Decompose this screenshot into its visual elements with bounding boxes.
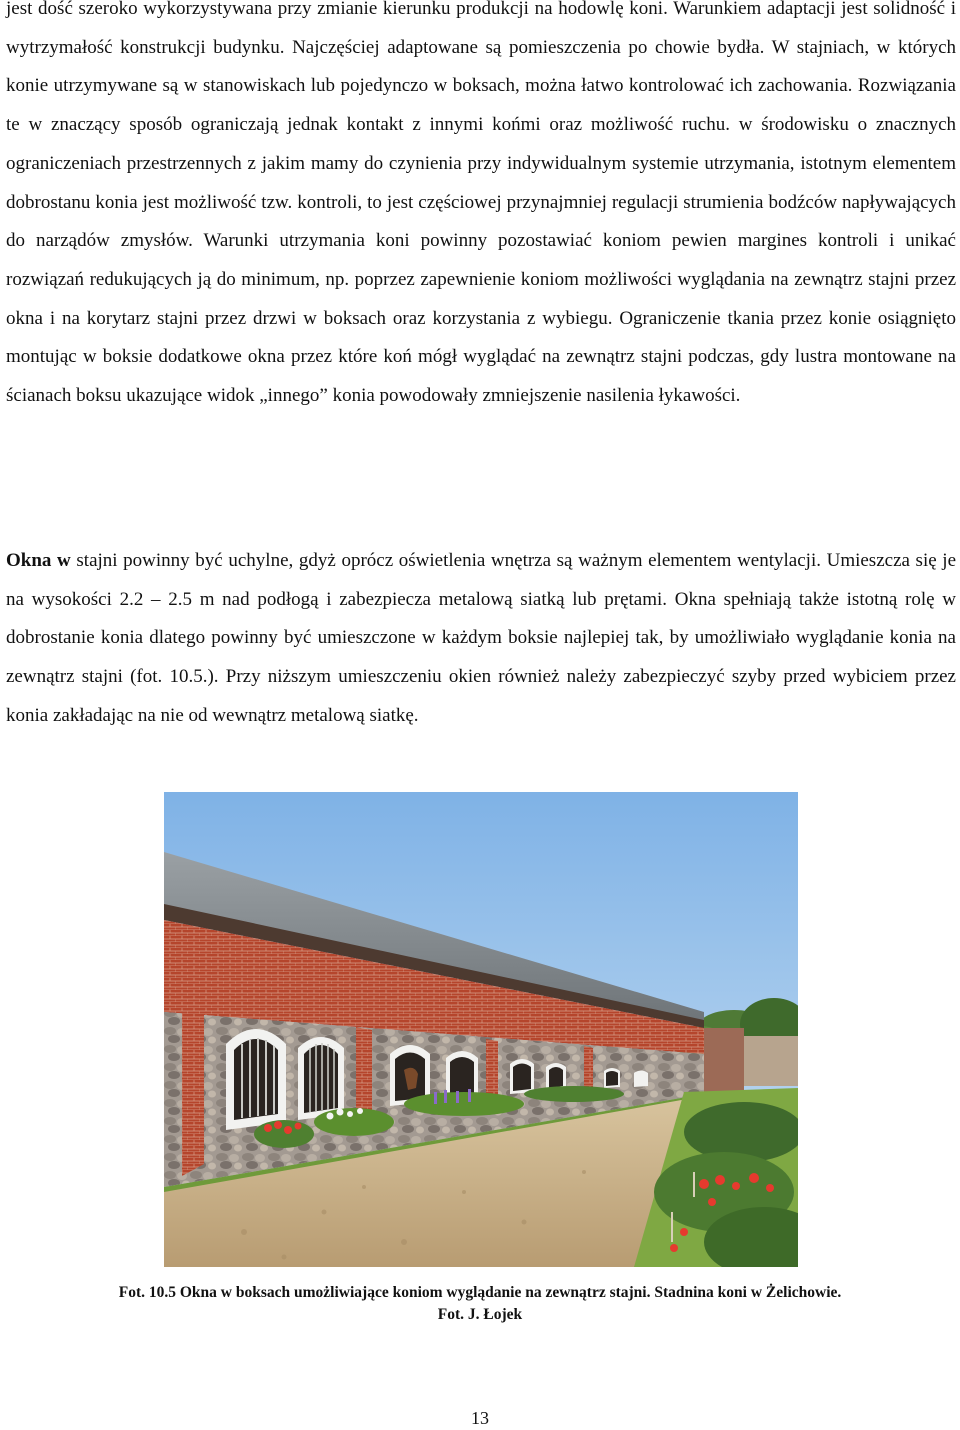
figure-caption-line2: Fot. J. Łojek (437, 1306, 523, 1323)
paragraph-windows-text: stajni powinny być uchylne, gdyż oprócz oświetlenia wnętrza są ważnym elementem wentylacji. Umieszcza się je na wysokości 2.2 – 2.5 m nad podłogą i zabezpiecza metalową siatką lub prętami. Okna spełniają także istotną rolę w dobrostanie konia dlatego powinny być umieszczone w każdym boksie najlepiej tak, by umożliwiało wyglądanie konia na zewnątrz stajni (fot. 10.5.). Przy niższym umieszczeniu okien również należy zabezpieczyć szyby przed wybiciem przez konia zakładając na nie od wewnątrz metalową siatkę. (6, 550, 956, 726)
figure-caption-line1: Fot. 10.5 Okna w boksach umożliwiające koniom wyglądanie na zewnątrz stajni. Stadnina koni w Żelichowie. (118, 1284, 842, 1301)
stable-photo (164, 792, 798, 1267)
figure-caption (20, 1282, 940, 1326)
paragraph-intro (6, 0, 956, 416)
paragraph-intro-text: jest dość szeroko wykorzystywana przy zmianie kierunku produkcji na hodowlę koni. Warunkiem adaptacji jest solidność i wytrzymałość konstrukcji budynku. Najczęściej adaptowane są pomieszczenia po chowie bydła. W stajniach, w których konie utrzymywane są w stanowiskach lub pojedynczo w boksach, można łatwo kontrolować ich zachowania. Rozwiązania te w znaczący sposób ograniczają jednak kontakt z innymi końmi oraz możliwość ruchu. w środowisku o znacznych ograniczeniach przestrzennych z jakim mamy do czynienia przy indywidualnym systemie utrzymania, istotnym elementem dobrostanu konia jest możliwość tzw. kontroli, to jest częściowej przynajmniej regulacji strumienia bodźców napływających do narządów zmysłów. Warunki utrzymania koni powinny pozostawiać koniom pewien margines kontroli i unikać rozwiązań redukujących ją do minimum, np. poprzez zapewnienie koniom możliwości wyglądania na zewnątrz stajni przez okna i na korytarz stajni przez drzwi w boksach oraz korzystania z wybiegu. Ograniczenie tkania przez konie osiągnięto montując w boksie dodatkowe okna przez które koń mógł wyglądać na zewnątrz stajni podczas, gdy lustra montowane na ścianach boksu ukazujące widok „innego” konia powodowały zmniejszenie nasilenia łykawości. (6, 0, 956, 407)
paragraph-windows (6, 542, 956, 736)
paragraph-windows-lead: Okna w (6, 550, 71, 571)
page-number: 13 (471, 1408, 489, 1428)
